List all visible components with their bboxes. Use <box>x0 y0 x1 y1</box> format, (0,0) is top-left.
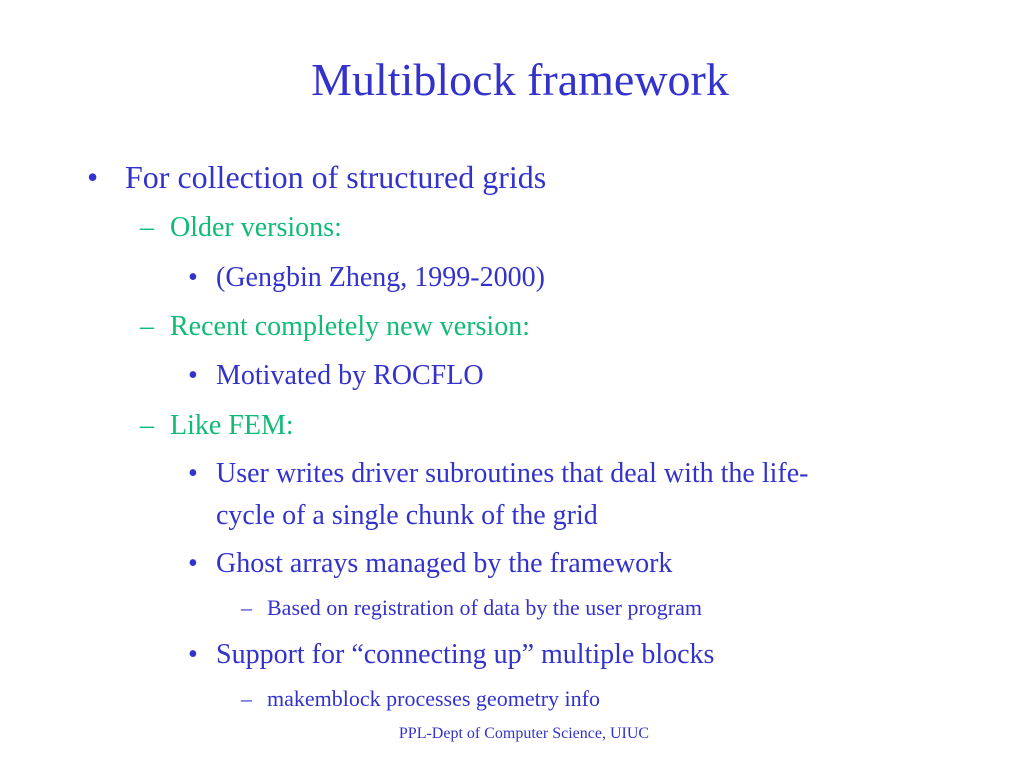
dash-text: Based on registration of data by the user program <box>267 595 702 620</box>
dash-item-registration <box>241 594 702 622</box>
dash-icon: – <box>140 410 154 441</box>
dash-item-recent-version <box>140 310 530 344</box>
bullet-item-driver-subroutines <box>188 453 809 537</box>
dash-item-like-fem <box>140 409 294 443</box>
dash-icon: – <box>140 212 154 243</box>
bullet-icon: • <box>188 360 198 391</box>
bullet-text: Motivated by ROCFLO <box>216 360 484 391</box>
dash-icon: – <box>241 595 252 620</box>
dash-item-older-versions <box>140 211 342 245</box>
slide-footer: PPL-Dept of Computer Science, UIUC <box>398 725 650 742</box>
bullet-item-structured-grids <box>87 157 547 197</box>
dash-text: Older versions: <box>170 212 342 243</box>
bullet-text: Support for “connecting up” multiple blocks <box>216 639 715 670</box>
bullet-text: Ghost arrays managed by the framework <box>216 548 673 579</box>
bullet-icon: • <box>188 458 198 489</box>
bullet-item-gengbin-zheng <box>188 257 545 299</box>
dash-text: Like FEM: <box>170 410 294 441</box>
bullet-text: For collection of structured grids <box>125 159 547 195</box>
bullet-icon: • <box>188 548 198 579</box>
dash-text: makemblock processes geometry info <box>267 686 600 711</box>
bullet-item-ghost-arrays <box>188 543 673 585</box>
bullet-icon: • <box>87 159 99 195</box>
dash-icon: – <box>140 311 154 342</box>
dash-item-makemblock <box>241 685 600 713</box>
bullet-text-line-2: cycle of a single chunk of the grid <box>216 500 598 531</box>
bullet-text-line-1: User writes driver subroutines that deal with the life- <box>216 458 809 489</box>
bullet-item-connecting-up <box>188 634 715 676</box>
slide-title: Multiblock framework <box>311 54 729 105</box>
bullet-item-rocflo <box>188 355 484 397</box>
bullet-text: (Gengbin Zheng, 1999-2000) <box>216 262 545 293</box>
bullet-icon: • <box>188 639 198 670</box>
dash-text: Recent completely new version: <box>170 311 530 342</box>
bullet-icon: • <box>188 262 198 293</box>
dash-icon: – <box>241 686 252 711</box>
